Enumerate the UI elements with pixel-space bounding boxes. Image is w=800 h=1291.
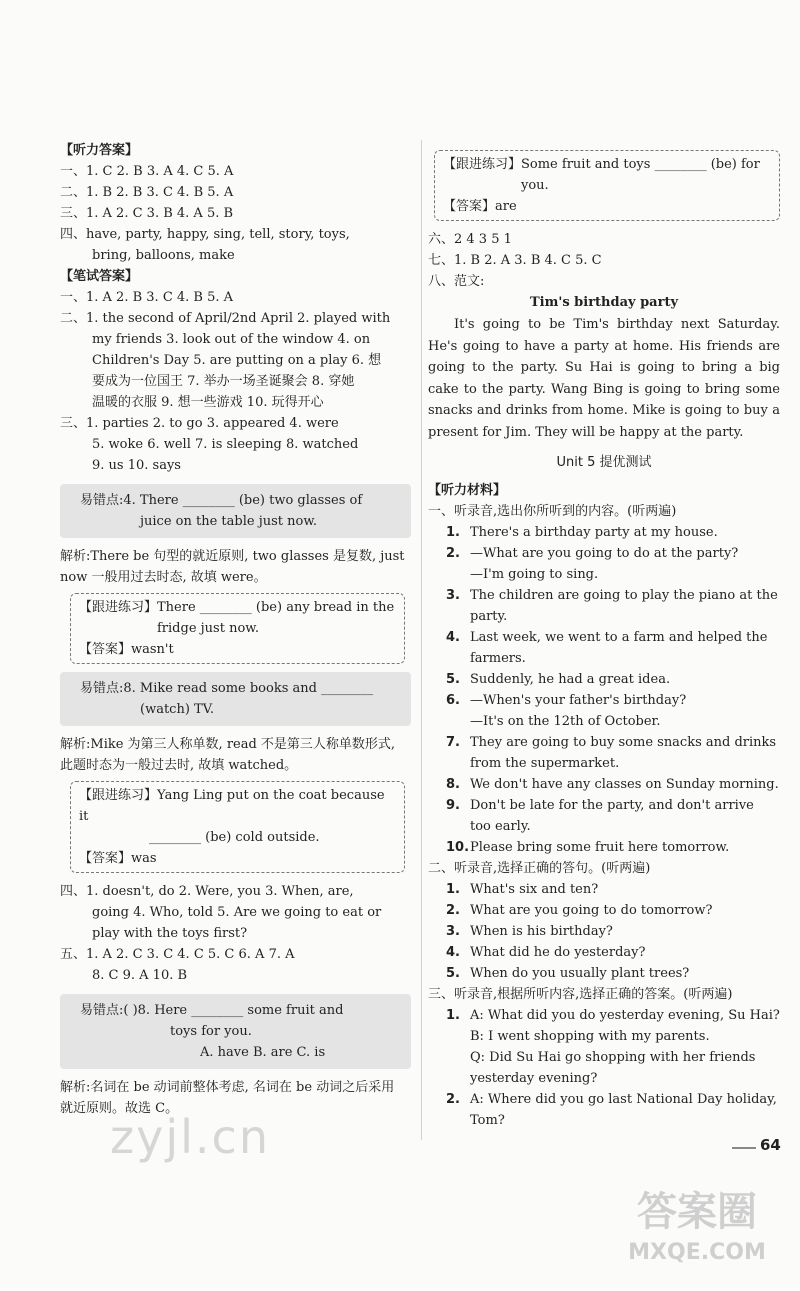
item-text: Last week, we went to a farm and helped the	[470, 629, 768, 645]
item-text: Suddenly, he had a great idea.	[470, 671, 671, 687]
item-number	[428, 606, 470, 627]
error-point-line: toys for you.	[170, 1024, 252, 1039]
answer-line: 二、1. the second of April/2nd April 2. played with	[60, 311, 391, 326]
answer-line: 四、1. doesn't, do 2. Were, you 3. When, are,	[60, 884, 354, 899]
item-number: 1.	[446, 1007, 460, 1023]
list-item	[428, 774, 780, 795]
item-number: 3.	[446, 923, 460, 939]
list-item	[428, 1068, 780, 1089]
part3-list	[428, 1005, 780, 1131]
follow-up-line: 【跟进练习】Yang Ling put on the coat because it	[79, 788, 385, 824]
list-item	[428, 585, 780, 606]
listen-material-header: 【听力材料】	[428, 482, 507, 498]
item-text: There's a birthday party at my house.	[470, 524, 718, 540]
explanation: 解析:名词在 be 动词前整体考虑, 名词在 be 动词之后采用就近原则。故选 C。	[60, 1080, 395, 1116]
answer-line: 二、1. B 2. B 3. C 4. B 5. A	[60, 185, 234, 200]
watermark-logo-text: 答案圈	[637, 1189, 757, 1235]
item-number: 3.	[446, 587, 460, 603]
item-number: 8.	[446, 776, 460, 792]
list-item	[428, 753, 780, 774]
item-text: —What are you going to do at the party?	[470, 545, 739, 561]
part-heading: 二、听录音,选择正确的答句。(听两遍)	[428, 860, 651, 876]
item-text: —I'm going to sing.	[470, 566, 599, 582]
item-number	[428, 753, 470, 774]
error-point-line: juice on the table just now.	[140, 514, 318, 529]
item-number: 4.	[446, 629, 460, 645]
list-item	[428, 1047, 780, 1068]
list-item	[428, 921, 780, 942]
item-number	[428, 1047, 470, 1068]
item-text: —When's your father's birthday?	[470, 692, 687, 708]
follow-up-line: 【跟进练习】There ________ (be) any bread in the	[79, 600, 395, 615]
answer-line: 一、1. C 2. B 3. A 4. C 5. A	[60, 164, 234, 179]
follow-up-line: you.	[521, 178, 549, 193]
item-number: 2.	[446, 545, 460, 561]
answer-line: 9. us 10. says	[92, 458, 181, 473]
unit-title: Unit 5 提优测试	[556, 454, 652, 470]
list-item	[428, 816, 780, 837]
list-item	[428, 795, 780, 816]
item-number: 2.	[446, 1091, 460, 1107]
follow-up-box	[70, 593, 405, 664]
list-item	[428, 879, 780, 900]
item-text: They are going to buy some snacks and drinks	[470, 734, 777, 750]
item-number: 6.	[446, 692, 460, 708]
answer-line: 5. woke 6. well 7. is sleeping 8. watched	[92, 437, 359, 452]
answer-line: 8. C 9. A 10. B	[92, 968, 188, 983]
column-divider	[421, 140, 422, 1140]
list-item	[428, 900, 780, 921]
list-item	[428, 711, 780, 732]
item-number: 5.	[446, 671, 460, 687]
item-text: When is his birthday?	[470, 923, 613, 939]
item-text: —It's on the 12th of October.	[470, 713, 661, 729]
answer-line: play with the toys first?	[92, 926, 248, 941]
item-text: What are you going to do tomorrow?	[470, 902, 713, 918]
explanation: 解析:Mike 为第三人称单数, read 不是第三人称单数形式, 此题时态为一般过去时, 故填 watched。	[60, 737, 396, 773]
follow-up-line: 【跟进练习】Some fruit and toys ________ (be) for	[443, 157, 760, 172]
list-item	[428, 564, 780, 585]
item-number	[428, 1110, 470, 1131]
watermark-url: MXQE.COM	[628, 1240, 766, 1265]
part2-list	[428, 879, 780, 984]
list-item	[428, 942, 780, 963]
answer-line: 三、1. parties 2. to go 3. appeared 4. were	[60, 416, 339, 431]
item-text: Don't be late for the party, and don't arrive	[470, 797, 754, 813]
error-point-box	[60, 484, 411, 538]
page-number: 64	[760, 1136, 781, 1154]
answer-line: 四、have, party, happy, sing, tell, story, toys,	[60, 227, 350, 242]
list-item	[428, 627, 780, 648]
list-item	[428, 690, 780, 711]
item-number	[428, 564, 470, 585]
item-number: 4.	[446, 944, 460, 960]
item-text: What's six and ten?	[470, 881, 599, 897]
item-text: yesterday evening?	[470, 1070, 598, 1086]
item-text: too early.	[470, 818, 531, 834]
follow-up-box	[434, 150, 780, 221]
right-column	[428, 150, 780, 1131]
item-text: What did he do yesterday?	[470, 944, 646, 960]
list-item	[428, 522, 780, 543]
follow-up-line: fridge just now.	[157, 621, 260, 636]
item-text: A: What did you do yesterday evening, Su Hai?	[470, 1007, 780, 1023]
watermark-mxqe	[612, 1188, 782, 1283]
item-text: Please bring some fruit here tomorrow.	[470, 839, 730, 855]
list-item	[428, 732, 780, 753]
follow-up-answer: 【答案】wasn't	[79, 642, 174, 657]
answer-line: 七、1. B 2. A 3. B 4. C 5. C	[428, 253, 602, 268]
item-number	[428, 816, 470, 837]
essay-body: It's going to be Tim's birthday next Saturday. He's going to have a party at home. His friends are going to the party. Su Hai is going to bring a big cake to the party. Wang Bing is going to bring some snacks and drinks from home. Mike is going to buy a present for Jim. They will be happy at the party.	[428, 317, 780, 440]
item-number	[428, 1026, 470, 1047]
error-point-line: 易错点:4. There ________ (be) two glasses of	[80, 493, 363, 508]
answer-line: 三、1. A 2. C 3. B 4. A 5. B	[60, 206, 234, 221]
item-text: from the supermarket.	[470, 755, 620, 771]
item-text: Q: Did Su Hai go shopping with her friends	[470, 1049, 756, 1065]
error-point-box	[60, 994, 411, 1069]
answer-line: my friends 3. look out of the window 4. on	[92, 332, 371, 347]
error-point-box	[60, 672, 411, 726]
answer-line: Children's Day 5. are putting on a play 6. 想	[92, 353, 382, 368]
list-item	[428, 1026, 780, 1047]
answer-line: going 4. Who, told 5. Are we going to eat or	[92, 905, 382, 920]
list-item	[428, 669, 780, 690]
written-answers-header: 【笔试答案】	[60, 269, 139, 284]
list-item	[428, 543, 780, 564]
item-text: We don't have any classes on Sunday morning.	[470, 776, 779, 792]
list-item	[428, 1110, 780, 1131]
item-number: 5.	[446, 965, 460, 981]
item-number: 1.	[446, 881, 460, 897]
error-point-line: 易错点:8. Mike read some books and ________	[80, 681, 374, 696]
item-text: B: I went shopping with my parents.	[470, 1028, 710, 1044]
listen-answers-header: 【听力答案】	[60, 143, 139, 158]
list-item	[428, 1089, 780, 1110]
list-item	[428, 837, 780, 858]
item-number: 1.	[446, 524, 460, 540]
answer-line: bring, balloons, make	[92, 248, 235, 263]
item-number: 9.	[446, 797, 460, 813]
watermark-zyjl: zyjl.cn	[110, 1110, 270, 1164]
error-point-line: 易错点:( )8. Here ________ some fruit and	[80, 1003, 344, 1018]
item-number	[428, 648, 470, 669]
follow-up-box	[70, 781, 405, 873]
item-number: 2.	[446, 902, 460, 918]
follow-up-answer: 【答案】are	[443, 199, 517, 214]
error-point-line: (watch) TV.	[140, 702, 214, 717]
answer-line: 六、2 4 3 5 1	[428, 232, 512, 247]
page-number-rule	[732, 1147, 756, 1149]
list-item	[428, 1005, 780, 1026]
item-number	[428, 711, 470, 732]
follow-up-line: ________ (be) cold outside.	[149, 830, 320, 845]
answer-line: 八、范文:	[428, 274, 485, 289]
item-number: 10.	[446, 839, 470, 855]
list-item	[428, 963, 780, 984]
answer-line: 五、1. A 2. C 3. C 4. C 5. C 6. A 7. A	[60, 947, 295, 962]
essay-title: Tim's birthday party	[529, 295, 679, 310]
item-number	[428, 1068, 470, 1089]
error-point-options: A. have B. are C. is	[200, 1045, 326, 1060]
list-item	[428, 648, 780, 669]
left-column	[60, 140, 405, 1119]
item-text: A: Where did you go last National Day holiday,	[470, 1091, 777, 1107]
item-text: The children are going to play the piano at the	[470, 587, 778, 603]
item-number: 7.	[446, 734, 460, 750]
answer-line: 温暖的衣服 9. 想一些游戏 10. 玩得开心	[92, 395, 324, 410]
part1-list	[428, 522, 780, 858]
explanation: 解析:There be 句型的就近原则, two glasses 是复数, just now 一般用过去时态, 故填 were。	[60, 549, 405, 585]
answer-line: 一、1. A 2. B 3. C 4. B 5. A	[60, 290, 234, 305]
part-heading: 三、听录音,根据所听内容,选择正确的答案。(听两遍)	[428, 986, 733, 1002]
item-text: Tom?	[470, 1112, 505, 1128]
answer-line: 要成为一位国王 7. 举办一场圣诞聚会 8. 穿她	[92, 374, 355, 389]
follow-up-answer: 【答案】was	[79, 851, 157, 866]
part-heading: 一、听录音,选出你所听到的内容。(听两遍)	[428, 503, 677, 519]
list-item	[428, 606, 780, 627]
item-text: farmers.	[470, 650, 526, 666]
item-text: When do you usually plant trees?	[470, 965, 690, 981]
item-text: party.	[470, 608, 508, 624]
